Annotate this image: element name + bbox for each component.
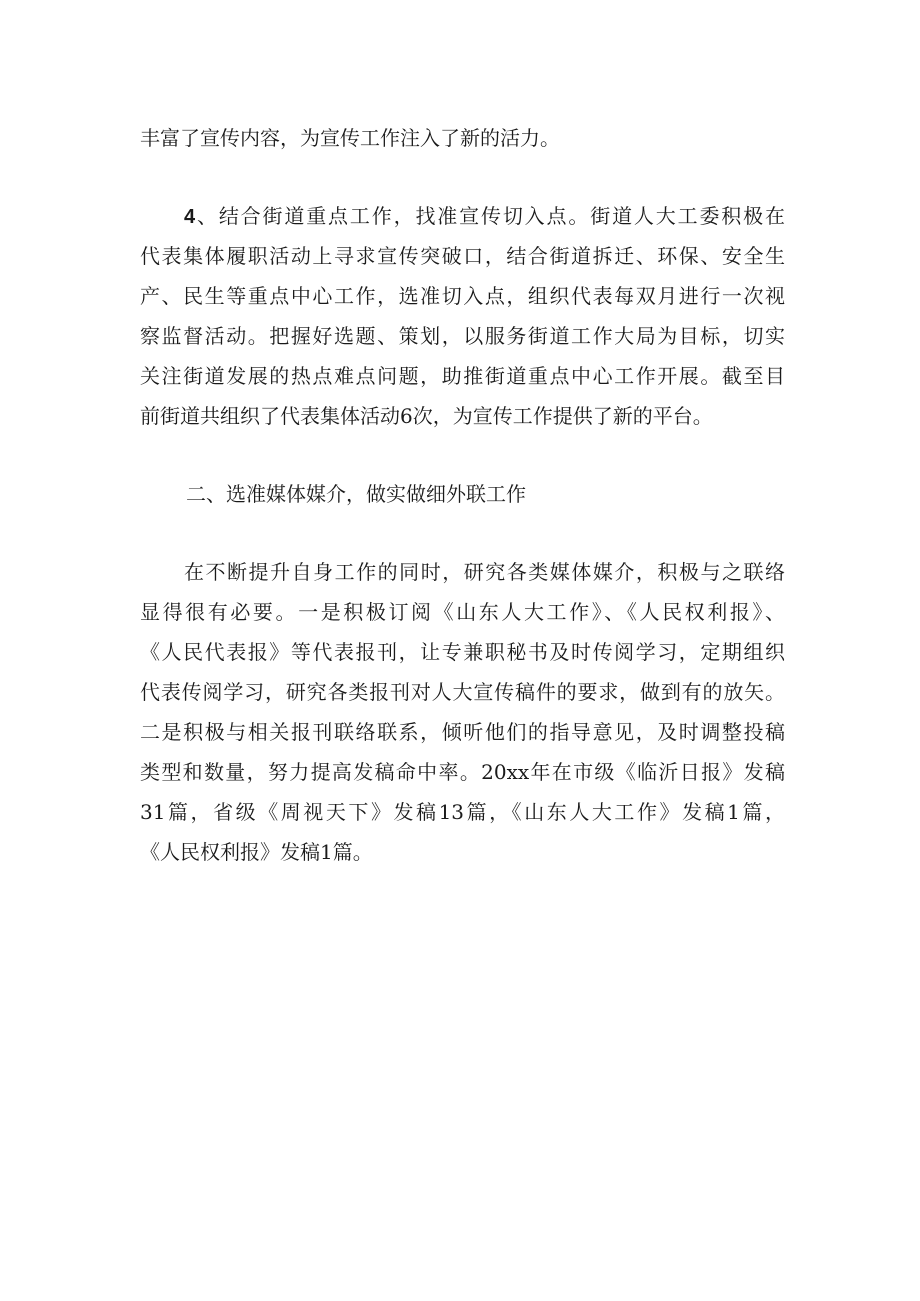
- text-line: 31篇，省级《周视天下》发稿13篇，《山东人大工作》发稿1篇，: [140, 800, 785, 824]
- text-line: 产、民生等重点中心工作，选准切入点，组织代表每双月进行一次视: [140, 284, 785, 308]
- paragraph-item-4: [140, 196, 785, 436]
- text-line: 关注街道发展的热点难点问题，助推街道重点中心工作开展。截至目: [140, 364, 785, 388]
- item-number: 4: [184, 206, 196, 228]
- document-body: [140, 118, 785, 872]
- text-line: 显得很有必要。一是积极订阅《山东人大工作》、《人民权利报》、: [140, 600, 785, 624]
- text-line: 《人民代表报》等代表报刊，让专兼职秘书及时传阅学习，定期组织: [140, 640, 785, 664]
- text-line: 《人民权利报》发稿1篇。: [140, 840, 373, 864]
- text-line: 丰富了宣传内容，为宣传工作注入了新的活力。: [140, 126, 560, 150]
- text-line: [140, 196, 785, 236]
- text-line: 代表集体履职活动上寻求宣传突破口，结合街道拆迁、环保、安全生: [140, 244, 785, 268]
- text-line-rest: 、结合街道重点工作，找准宣传切入点。街道人大工委积极在: [195, 204, 785, 228]
- text-line: 前街道共组织了代表集体活动6次，为宣传工作提供了新的平台。: [140, 404, 713, 428]
- text-line: 代表传阅学习，研究各类报刊对人大宣传稿件的要求，做到有的放矢。: [140, 680, 785, 704]
- heading-text: 二、选准媒体媒介，做实做细外联工作: [186, 482, 526, 506]
- section-heading: [140, 474, 785, 514]
- text-line: 察监督活动。把握好选题、策划，以服务街道工作大局为目标，切实: [140, 324, 785, 348]
- text-line: 类型和数量，努力提高发稿命中率。20xx年在市级《临沂日报》发稿: [140, 760, 785, 784]
- text-line: 二是积极与相关报刊联络联系，倾听他们的指导意见，及时调整投稿: [140, 720, 785, 744]
- paragraph-continuation: [140, 118, 785, 158]
- text-line: 在不断提升自身工作的同时，研究各类媒体媒介，积极与之联络: [184, 560, 785, 584]
- paragraph-media-outreach: [140, 552, 785, 872]
